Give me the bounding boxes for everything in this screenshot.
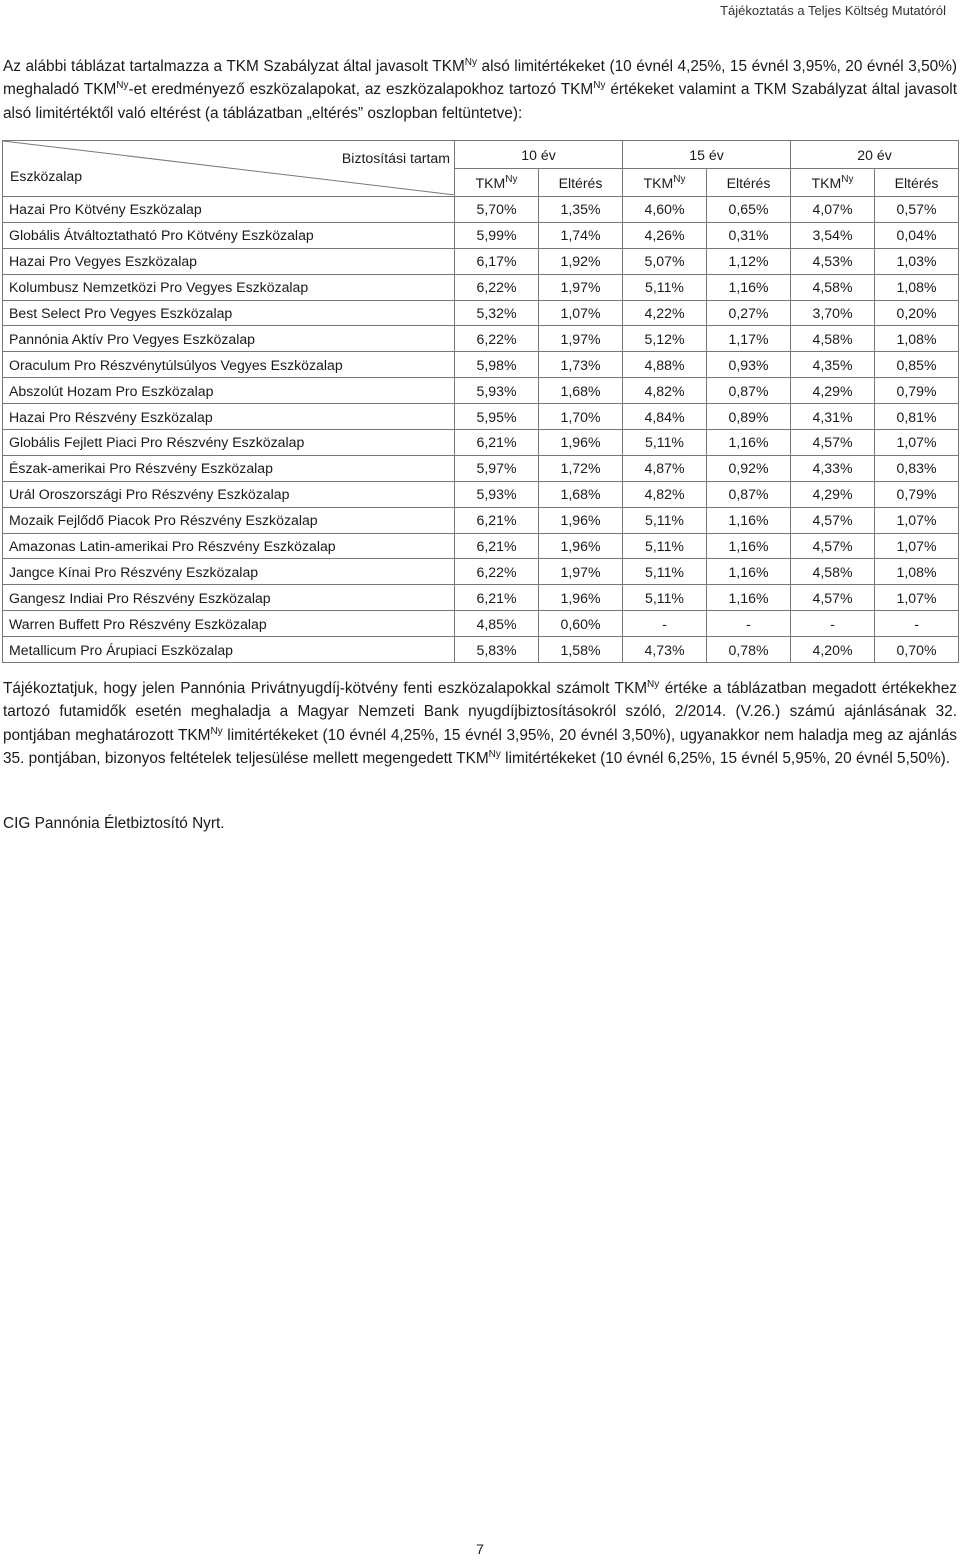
elteres-value-cell: 0,89% [707, 404, 791, 430]
intro-paragraph [3, 55, 957, 125]
fund-name-cell: Kolumbusz Nemzetközi Pro Vegyes Eszközalap [3, 274, 455, 300]
elteres-value-cell: 1,07% [539, 300, 623, 326]
header-period-15: 15 év [623, 141, 791, 169]
subheader-elteres: Eltérés [539, 169, 623, 197]
fund-name-cell: Amazonas Latin-amerikai Pro Részvény Eszközalap [3, 533, 455, 559]
tkm-value-cell: 4,85% [455, 611, 539, 637]
tkm-value-cell: 4,58% [791, 326, 875, 352]
tkm-value-cell: 5,97% [455, 455, 539, 481]
elteres-value-cell: 0,04% [875, 222, 959, 248]
elteres-value-cell: 1,68% [539, 378, 623, 404]
tkm-value-cell: 4,60% [623, 197, 707, 223]
notice-paragraph [3, 677, 957, 770]
tkm-value-cell: 5,32% [455, 300, 539, 326]
table-row [3, 533, 959, 559]
elteres-value-cell: 0,87% [707, 481, 791, 507]
elteres-value-cell: - [707, 611, 791, 637]
tkm-superscript: Ny [210, 725, 223, 737]
tkm-value-cell: 5,07% [623, 248, 707, 274]
elteres-value-cell: 1,07% [875, 533, 959, 559]
elteres-value-cell: 0,70% [875, 637, 959, 663]
fund-name-cell: Mozaik Fejlődő Piacok Pro Részvény Eszközalap [3, 507, 455, 533]
tkm-value-cell: 5,11% [623, 507, 707, 533]
subheader-elteres: Eltérés [707, 169, 791, 197]
subheader-elteres: Eltérés [875, 169, 959, 197]
elteres-value-cell: 1,35% [539, 197, 623, 223]
tkm-value-cell: 4,29% [791, 378, 875, 404]
elteres-value-cell: 0,81% [875, 404, 959, 430]
tkm-superscript: Ny [593, 80, 606, 92]
elteres-value-cell: 1,70% [539, 404, 623, 430]
notice-text-4: limitértékeket (10 évnél 6,25%, 15 évnél 5,95%, 20 évnél 5,50%). [500, 749, 951, 767]
table-row [3, 585, 959, 611]
tkm-value-cell: 4,29% [791, 481, 875, 507]
subheader-tkm: $TKM^{Ny}$ [455, 169, 539, 197]
tkm-value-cell: 3,54% [791, 222, 875, 248]
company-signature: CIG Pannónia Életbiztosító Nyrt. [3, 815, 225, 832]
elteres-value-cell: 1,16% [707, 533, 791, 559]
tkm-superscript: Ny [464, 57, 478, 68]
tkm-value-cell: 4,88% [623, 352, 707, 378]
page-number: 7 [476, 1541, 484, 1557]
tkm-value-cell: 5,95% [455, 404, 539, 430]
table-row [3, 559, 959, 585]
tkm-superscript: Ny [116, 80, 129, 92]
elteres-value-cell: 0,92% [707, 455, 791, 481]
elteres-value-cell: 1,96% [539, 585, 623, 611]
tkm-superscript: Ny [488, 748, 501, 760]
table-row [3, 455, 959, 481]
tkm-value-cell: 4,20% [791, 637, 875, 663]
intro-text-3: -et eredményező eszközalapokat, az eszközalapokhoz tartozó TKM [128, 81, 594, 99]
tkm-value-cell: 6,22% [455, 559, 539, 585]
tkm-value-cell: 5,12% [623, 326, 707, 352]
tkm-value-cell: 4,73% [623, 637, 707, 663]
table-row [3, 326, 959, 352]
elteres-value-cell: 0,57% [875, 197, 959, 223]
elteres-value-cell: 1,12% [707, 248, 791, 274]
notice-text-3: limitértékeket (10 évnél 4,25%, 15 évnél 3,95%, 20 évnél 3,50%), ugyanakkor nem haladja meg az ajánlás 35. pontjában, bizonyos feltételek teljesülése mellett megengedett TKM [3, 726, 957, 767]
tkm-value-cell: 4,58% [791, 274, 875, 300]
fund-name-cell: Hazai Pro Kötvény Eszközalap [3, 197, 455, 223]
header-biztositasi-tartam: Biztosítási tartam [341, 150, 450, 166]
elteres-value-cell: 1,08% [875, 559, 959, 585]
tkm-value-cell: 6,22% [455, 274, 539, 300]
fund-name-cell: Oraculum Pro Részvénytúlsúlyos Vegyes Eszközalap [3, 352, 455, 378]
tkm-table [2, 140, 959, 663]
fund-name-cell: Pannónia Aktív Pro Vegyes Eszközalap [3, 326, 455, 352]
running-title: Tájékoztatás a Teljes Költség Mutatóról [720, 3, 946, 18]
tkm-value-cell: 4,33% [791, 455, 875, 481]
fund-name-cell: Globális Átváltoztatható Pro Kötvény Eszközalap [3, 222, 455, 248]
elteres-value-cell: 1,16% [707, 585, 791, 611]
elteres-value-cell: 0,87% [707, 378, 791, 404]
elteres-value-cell: 0,79% [875, 481, 959, 507]
fund-name-cell: Best Select Pro Vegyes Eszközalap [3, 300, 455, 326]
tkm-value-cell: 5,93% [455, 378, 539, 404]
elteres-value-cell: 0,93% [707, 352, 791, 378]
header-period-10: 10 év [455, 141, 623, 169]
tkm-value-cell: 5,98% [455, 352, 539, 378]
elteres-value-cell: 0,31% [707, 222, 791, 248]
header-period-20: 20 év [791, 141, 959, 169]
tkm-value-cell: 5,11% [623, 585, 707, 611]
elteres-value-cell: 1,68% [539, 481, 623, 507]
table-row [3, 222, 959, 248]
tkm-value-cell: 5,93% [455, 481, 539, 507]
elteres-value-cell: 0,85% [875, 352, 959, 378]
tkm-value-cell: 6,21% [455, 533, 539, 559]
elteres-value-cell: 1,73% [539, 352, 623, 378]
table-row [3, 507, 959, 533]
tkm-value-cell: 4,87% [623, 455, 707, 481]
elteres-value-cell: 0,60% [539, 611, 623, 637]
elteres-value-cell: 1,74% [539, 222, 623, 248]
elteres-value-cell: 0,27% [707, 300, 791, 326]
fund-name-cell: Warren Buffett Pro Részvény Eszközalap [3, 611, 455, 637]
tkm-value-cell: 5,70% [455, 197, 539, 223]
tkm-value-cell: 4,82% [623, 378, 707, 404]
tkm-value-cell: 5,11% [623, 533, 707, 559]
fund-name-cell: Globális Fejlett Piaci Pro Részvény Eszközalap [3, 430, 455, 456]
table-corner-cell [3, 141, 455, 197]
subheader-tkm: $TKM^{Ny}$ [791, 169, 875, 197]
tkm-value-cell: 6,17% [455, 248, 539, 274]
elteres-value-cell: 0,20% [875, 300, 959, 326]
table-row [3, 404, 959, 430]
table-row [3, 300, 959, 326]
elteres-value-cell: 1,96% [539, 507, 623, 533]
fund-name-cell: Jangce Kínai Pro Részvény Eszközalap [3, 559, 455, 585]
fund-name-cell: Hazai Pro Vegyes Eszközalap [3, 248, 455, 274]
elteres-value-cell: 1,16% [707, 430, 791, 456]
tkm-value-cell: 4,07% [791, 197, 875, 223]
elteres-value-cell: - [875, 611, 959, 637]
intro-text-2: alsó limitértékeket (10 évnél 4,25%, 15 évnél 3,95%, 20 évnél 3,50%) meghaladó TKM [3, 58, 957, 99]
tkm-value-cell: 6,22% [455, 326, 539, 352]
tkm-value-cell: - [623, 611, 707, 637]
tkm-value-cell: 4,35% [791, 352, 875, 378]
elteres-value-cell: 1,97% [539, 274, 623, 300]
elteres-value-cell: 1,08% [875, 274, 959, 300]
tkm-value-cell: 4,31% [791, 404, 875, 430]
elteres-value-cell: 1,08% [875, 326, 959, 352]
elteres-value-cell: 1,16% [707, 274, 791, 300]
tkm-value-cell: 5,11% [623, 559, 707, 585]
table-row [3, 637, 959, 663]
fund-name-cell: Abszolút Hozam Pro Eszközalap [3, 378, 455, 404]
elteres-value-cell: 1,58% [539, 637, 623, 663]
elteres-value-cell: 0,78% [707, 637, 791, 663]
tkm-value-cell: 6,21% [455, 507, 539, 533]
tkm-value-cell: 6,21% [455, 430, 539, 456]
elteres-value-cell: 1,96% [539, 430, 623, 456]
fund-name-cell: Metallicum Pro Árupiaci Eszközalap [3, 637, 455, 663]
elteres-value-cell: 1,97% [539, 559, 623, 585]
fund-name-cell: Gangesz Indiai Pro Részvény Eszközalap [3, 585, 455, 611]
tkm-value-cell: 6,21% [455, 585, 539, 611]
fund-name-cell: Hazai Pro Részvény Eszközalap [3, 404, 455, 430]
tkm-value-cell: 4,57% [791, 507, 875, 533]
table-row [3, 611, 959, 637]
tkm-value-cell: 5,83% [455, 637, 539, 663]
tkm-value-cell: 5,99% [455, 222, 539, 248]
elteres-value-cell: 1,17% [707, 326, 791, 352]
elteres-value-cell: 1,07% [875, 585, 959, 611]
elteres-value-cell: 1,16% [707, 507, 791, 533]
tkm-value-cell: 5,11% [623, 430, 707, 456]
tkm-value-cell: 4,82% [623, 481, 707, 507]
tkm-value-cell: 4,57% [791, 533, 875, 559]
notice-text-1: Tájékoztatjuk, hogy jelen Pannónia Privátnyugdíj-kötvény fenti eszközalapokkal számolt TKM [3, 680, 648, 697]
elteres-value-cell: 1,07% [875, 430, 959, 456]
intro-text-1: Az alábbi táblázat tartalmazza a TKM Szabályzat által javasolt TKM [3, 58, 465, 75]
elteres-value-cell: 0,79% [875, 378, 959, 404]
table-row [3, 197, 959, 223]
table-row [3, 481, 959, 507]
tkm-value-cell: 3,70% [791, 300, 875, 326]
table-header-row [3, 141, 959, 169]
intro-text-4: értékeket valamint a TKM Szabályzat által javasolt alsó limitértéktől való eltérést (a táblázatban „eltérés” oszlopban feltüntetve): [3, 81, 957, 122]
notice-text-2: értéke a táblázatban megadott értékekhez tartozó futamidők esetén meghaladja a Magyar Nemzeti Bank nyugdíjbiztosításokról szóló, 2/2014. (V.26.) számú ajánlásának 32. pontjában meghatározott TKM [3, 680, 957, 744]
tkm-value-cell: 4,22% [623, 300, 707, 326]
elteres-value-cell: 1,03% [875, 248, 959, 274]
fund-name-cell: Urál Oroszországi Pro Részvény Eszközalap [3, 481, 455, 507]
tkm-value-cell: 4,57% [791, 585, 875, 611]
elteres-value-cell: 0,83% [875, 455, 959, 481]
subheader-tkm: $TKM^{Ny}$ [623, 169, 707, 197]
tkm-value-cell: 4,53% [791, 248, 875, 274]
elteres-value-cell: 1,16% [707, 559, 791, 585]
table-row [3, 378, 959, 404]
table-row [3, 274, 959, 300]
elteres-value-cell: 0,65% [707, 197, 791, 223]
elteres-value-cell: 1,92% [539, 248, 623, 274]
table-row [3, 248, 959, 274]
tkm-superscript: Ny [647, 679, 660, 690]
elteres-value-cell: 1,96% [539, 533, 623, 559]
tkm-value-cell: 4,26% [623, 222, 707, 248]
tkm-value-cell: 4,57% [791, 430, 875, 456]
elteres-value-cell: 1,97% [539, 326, 623, 352]
header-eszkozalap: Eszközalap [10, 168, 83, 184]
tkm-value-cell: 4,84% [623, 404, 707, 430]
tkm-value-cell: 5,11% [623, 274, 707, 300]
tkm-value-cell: - [791, 611, 875, 637]
elteres-value-cell: 1,07% [875, 507, 959, 533]
elteres-value-cell: 1,72% [539, 455, 623, 481]
table-row [3, 352, 959, 378]
tkm-value-cell: 4,58% [791, 559, 875, 585]
fund-name-cell: Észak-amerikai Pro Részvény Eszközalap [3, 455, 455, 481]
table-row [3, 430, 959, 456]
